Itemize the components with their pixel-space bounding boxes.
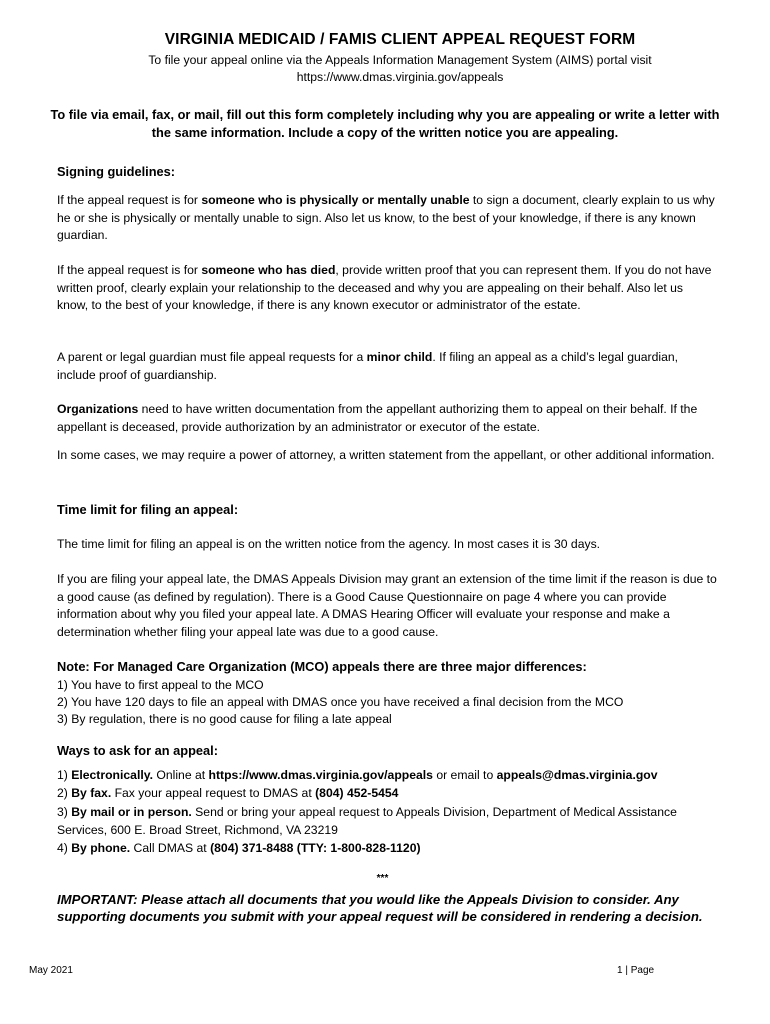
appeals-url-link: https://www.dmas.virginia.gov/appeals (208, 768, 433, 782)
signing-paragraph-deceased: If the appeal request is for someone who has died, provide written proof that you can represent them. If you do not have written proof, clearly explain your relationship to the deceased and why you are appealing on their behalf. Also let us know, to the best of your knowledge, if there is any known executor or administrator of the estate. (57, 263, 712, 312)
way-phone: 4) By phone. Call DMAS at (804) 371-8488 (TTY: 1-800-828-1120) (57, 841, 421, 855)
mco-heading: Note: For Managed Care Organization (MCO) appeals there are three major differences: (57, 659, 587, 674)
signing-heading: Signing guidelines: (57, 164, 176, 179)
page-title: VIRGINIA MEDICAID / FAMIS CLIENT APPEAL REQUEST FORM (164, 31, 636, 48)
signing-paragraph-organizations: Organizations need to have written documentation from the appellant authorizing them to appeal on their behalf. If the appellant is deceased, provide authorization by an administrator or executor of the estate. (57, 402, 698, 434)
late-appeal-paragraph: If you are filing your appeal late, the DMAS Appeals Division may grant an extension of the time limit if the reason is due to a good cause (as defined by regulation). There is a Good Cause Questionnaire on page 4 where you can provide information about why you filed your appeal late. A DMAS Hearing Officer will evaluate your response and make a determination whether filing your appeal late was due to a good cause. (57, 572, 717, 639)
footer-date: May 2021 (29, 965, 73, 976)
mco-item: 2) You have 120 days to file an appeal with DMAS once you have received a final decision from the MCO (57, 695, 624, 709)
signing-paragraph-unable: If the appeal request is for someone who is physically or mentally unable to sign a document, clearly explain to us why he or she is physically or mentally unable to sign. Also let us know, to the best of your knowledge, if there is any known guardian. (57, 193, 715, 242)
aims-instruction: To file your appeal online via the Appeals Information Management System (AIMS) portal visit (148, 53, 652, 67)
way-fax: 2) By fax. Fax your appeal request to DMAS at (804) 452-5454 (57, 786, 399, 800)
appeals-email-link: appeals@dmas.virginia.gov (496, 768, 658, 782)
intro-instruction: To file via email, fax, or mail, fill out this form completely including why you are appealing or write a letter with the same information. Include a copy of the written notice you are appealing. (50, 107, 720, 140)
way-mail: 3) By mail or in person. Send or bring your appeal request to Appeals Division, Department of Medical Assistance Services, 600 E. Broad Street, Richmond, VA 23219 (57, 805, 677, 837)
footer-page-number: 1 | Page (617, 965, 655, 976)
time-limit-heading: Time limit for filing an appeal: (57, 502, 239, 517)
signing-paragraph-additional: In some cases, we may require a power of attorney, a written statement from the appellant, or other additional information. (57, 448, 715, 462)
section-separator: *** (376, 873, 389, 884)
mco-item: 3) By regulation, there is no good cause for filing a late appeal (57, 712, 392, 726)
aims-url: https://www.dmas.virginia.gov/appeals (296, 70, 504, 84)
mco-item: 1) You have to first appeal to the MCO (57, 678, 264, 692)
ways-heading: Ways to ask for an appeal: (57, 743, 218, 758)
important-notice: IMPORTANT: Please attach all documents that you would like the Appeals Division to consider. Any supporting documents you submit with your appeal request will be considered in rendering a decision. (57, 892, 703, 924)
signing-paragraph-minor: A parent or legal guardian must file appeal requests for a minor child. If filing an appeal as a child’s legal guardian, include proof of guardianship. (57, 350, 679, 382)
time-limit-paragraph: The time limit for filing an appeal is on the written notice from the agency. In most cases it is 30 days. (57, 537, 601, 551)
way-electronically: 1) Electronically. Online at https://www.dmas.virginia.gov/appeals or email to appeals@dmas.virginia.gov (57, 768, 658, 782)
